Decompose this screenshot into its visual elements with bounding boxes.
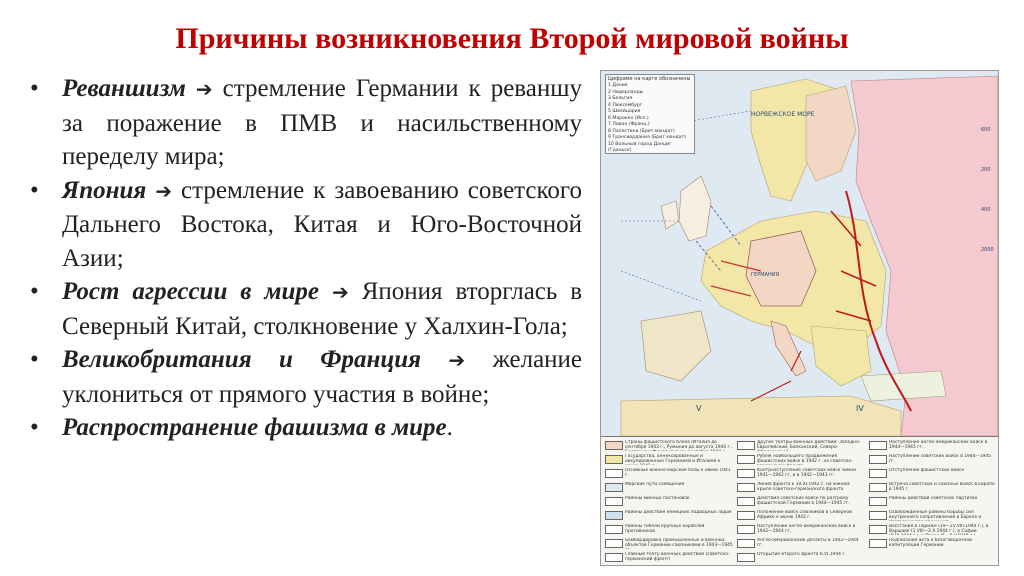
- legend-item: Подписание акта о безоговорочной капитуляции Германии: [889, 538, 972, 548]
- inset-item: 1 Дания: [608, 83, 628, 88]
- arrow-right-icon: ➔: [331, 280, 349, 304]
- legend-item: Страны фашистского блока (Италия до сентября 1943 г., Румыния до августа 1944 г.,: [625, 440, 733, 450]
- legend-item: Государства, аннексированные и оккупированные Германией и Италией к: [625, 454, 721, 464]
- bullet-text: стремление Германии к реваншу за поражение в ПМВ и насильственному переделу мира;: [62, 75, 583, 170]
- scale-label: 200: [981, 167, 991, 173]
- legend-item: Действия советских войск по разгрому фашистской Германии в 1944—1945 гг.: [757, 496, 850, 506]
- legend-item: Районы минных постановок: [625, 496, 690, 501]
- legend-swatch: [737, 441, 755, 450]
- bullet-term: Япония: [62, 176, 147, 204]
- legend-swatch: [869, 455, 887, 464]
- bullet-term: Реваншизм: [62, 75, 186, 102]
- arrow-right-icon: ➔: [448, 348, 466, 372]
- scale-label: 400: [981, 207, 991, 213]
- roman-label: V: [696, 404, 702, 413]
- roman-label: IV: [856, 404, 864, 413]
- bullet-dot: •: [30, 414, 39, 441]
- bullet-dot: •: [30, 346, 39, 373]
- legend-item: Морские пути сообщения: [625, 482, 685, 487]
- map-legend: [601, 436, 998, 566]
- legend-swatch: [737, 483, 755, 492]
- legend-item: Англо-американские десанты в 1942—1944 гг.: [757, 538, 859, 548]
- bullet-text: желание уклониться от прямого участия в войне;: [62, 346, 583, 408]
- bullet-term: Распространение фашизма в мире: [62, 414, 447, 441]
- legend-swatch: [737, 525, 755, 534]
- country-label: ГЕРМАНИЯ: [751, 272, 779, 278]
- bullet-dot: •: [30, 75, 39, 102]
- legend-item: Встреча советских и союзных войск в Европе в 1945 г.: [889, 482, 995, 492]
- bullet-dot: •: [30, 176, 39, 204]
- bullet-britain-france: [30, 343, 582, 411]
- legend-item: Другие театры военных действий: Западно-Европейский, Балканский, Северо-: [757, 440, 861, 450]
- bullet-text: стремление к завоеванию советского Дальнего Востока, Китая и Юго-Восточной Азии;: [62, 176, 582, 272]
- legend-swatch: [869, 483, 887, 492]
- legend-item: Восстания в Париже (19—25.VIII.1944 г.), в Варшаве (1.VIII—2.X.1944 г.), в Софии: [889, 524, 989, 534]
- legend-item: Районы действия немецких подводных лодок: [625, 510, 732, 515]
- inset-item: 8 Палестина (Брит.мандат): [608, 128, 675, 134]
- legend-swatch: [605, 497, 623, 506]
- legend-item: Основные военно-морские базы к июню 1941 г.: [625, 468, 731, 478]
- legend-item: Районы действий советских партизан: [889, 496, 978, 501]
- legend-swatch: [737, 553, 755, 562]
- bullet-text: .: [446, 414, 453, 441]
- inset-item: 9 Трансиордания (Брит.мандат): [608, 135, 687, 140]
- inset-item: 5 Швейцария: [608, 109, 641, 114]
- legend-item: Наступление англо-американских войск в 1942—1944 гг.: [757, 524, 856, 534]
- legend-item: Главный театр военных действий (советско-германский фронт): [625, 552, 730, 562]
- inset-title: Цифрами на карте обозначены: [608, 76, 691, 82]
- bullet-japan: [30, 174, 582, 276]
- legend-swatch: [737, 455, 755, 464]
- scale-label: 2000: [981, 247, 994, 253]
- legend-swatch: [869, 441, 887, 450]
- legend-swatch: [605, 441, 623, 450]
- legend-item: Бомбардировка промышленных и военных объектов Германии союзниками в 1943—1945: [625, 538, 733, 548]
- legend-item: Наступление советских войск в 1944—1945 гг.: [889, 454, 991, 464]
- legend-item: Открытие второго фронта 6.VI.1944 г.: [757, 552, 847, 557]
- arrow-right-icon: ➔: [155, 178, 173, 203]
- legend-swatch: [737, 497, 755, 506]
- bullet-aggression: [30, 275, 582, 343]
- legend-swatch: [737, 511, 755, 520]
- map-inset-legend: [605, 74, 695, 154]
- inset-item: 6 Марокко (Исп.): [608, 115, 649, 121]
- bullet-revanchism: [30, 72, 582, 174]
- legend-swatch: [605, 483, 623, 492]
- inset-item: 7 Ливан (Франц.): [608, 122, 650, 127]
- legend-swatch: [605, 469, 623, 478]
- legend-swatch: [869, 539, 887, 548]
- bullet-fascism: [30, 411, 582, 445]
- inset-item: 10 Вольный город Данциг (Гданьск): [608, 141, 672, 153]
- legend-swatch: [605, 553, 623, 562]
- bullet-dot: •: [30, 278, 39, 305]
- legend-swatch: [605, 525, 623, 534]
- bullet-term: Рост агрессии в мире: [62, 278, 320, 305]
- slide-title: Причины возникновения Второй мировой войны: [175, 22, 849, 55]
- sea-label: НОРВЕЖСКОЕ МОРЕ: [751, 111, 815, 118]
- legend-swatch: [737, 469, 755, 478]
- legend-swatch: [605, 539, 623, 548]
- arrow-right-icon: ➔: [195, 77, 213, 101]
- legend-item: Линия фронта к 19.XI.1942 г. на южном крыле советско-германского фронта: [757, 482, 850, 492]
- legend-swatch: [605, 455, 623, 464]
- reasons-list: [30, 72, 582, 445]
- legend-item: Освобождённые районы борьбы сил внутреннего сопротивления в Европе и: [889, 510, 982, 520]
- legend-item: Рубеж наибольшего продвижения фашистских войск в 1942 г. на советско-: [757, 454, 853, 464]
- legend-swatch: [869, 497, 887, 506]
- legend-swatch: [737, 539, 755, 548]
- legend-item: Контрнаступление советских войск зимой 1941—1942 гг. и в 1942—1943 гг.: [757, 468, 856, 478]
- legend-swatch: [869, 511, 887, 520]
- inset-item: 2 Нидерланды: [608, 89, 644, 95]
- bullet-text: Япония вторглась в Северный Китай, столкновение у Халхин-Гола;: [62, 278, 583, 340]
- legend-item: Отступление фашистских войск: [889, 468, 965, 473]
- legend-item: Наступление англо-американских войск в 1944—1945 гг.: [889, 440, 988, 450]
- legend-swatch: [605, 511, 623, 520]
- inset-item: 3 Бельгия: [608, 96, 633, 101]
- inset-item: 4 Люксембург: [608, 102, 643, 108]
- legend-item: Положение войск союзников в Северной Африке к июню 1942 г.: [757, 510, 852, 520]
- scale-label: 600: [981, 127, 991, 133]
- legend-swatch: [869, 469, 887, 478]
- legend-item: Районы гибели крупных кораблей противников: [625, 524, 705, 534]
- bullet-term: Великобритания и Франция: [62, 346, 422, 373]
- legend-swatch: [869, 525, 887, 534]
- ww2-europe-map: [600, 70, 999, 566]
